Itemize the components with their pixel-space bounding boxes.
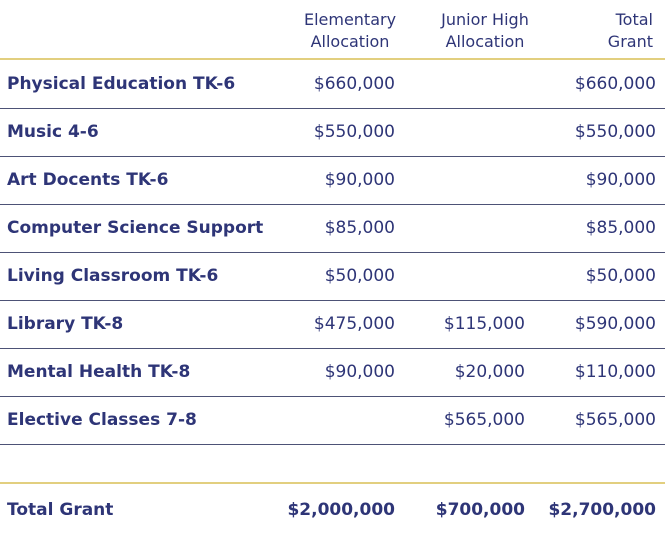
program-name: Physical Education TK-6	[7, 74, 236, 94]
total-grant: $590,000	[574, 314, 656, 334]
table-row	[0, 349, 665, 397]
header-total-line1: Total	[615, 10, 653, 29]
elementary-allocation: $475,000	[313, 314, 395, 334]
program-name: Living Classroom TK-6	[7, 266, 219, 286]
total-grant: $85,000	[585, 218, 656, 238]
elementary-allocation: $660,000	[313, 74, 395, 94]
table-header	[0, 0, 665, 60]
total-grant: $110,000	[574, 362, 656, 382]
table-row	[0, 253, 665, 301]
junior-high-allocation: $20,000	[454, 362, 525, 382]
program-name: Mental Health TK-8	[7, 362, 191, 382]
total-grant: $90,000	[585, 170, 656, 190]
elementary-allocation: $90,000	[324, 362, 395, 382]
table-row	[0, 109, 665, 157]
program-name: Library TK-8	[7, 314, 124, 334]
total-junior-high-allocation: $700,000	[435, 500, 525, 520]
totals-label: Total Grant	[7, 500, 114, 520]
header-junior-high-allocation	[430, 9, 540, 53]
table-row	[0, 157, 665, 205]
total-grant: $550,000	[574, 122, 656, 142]
total-grant: $565,000	[574, 410, 656, 430]
header-elementary-line1: Elementary	[303, 10, 397, 29]
total-elementary-allocation: $2,000,000	[287, 500, 395, 520]
table-row	[0, 397, 665, 445]
header-total-grant	[608, 9, 653, 53]
program-name: Art Docents TK-6	[7, 170, 169, 190]
elementary-allocation: $85,000	[324, 218, 395, 238]
header-junior-high-line1: Junior High	[441, 10, 529, 29]
table-row	[0, 301, 665, 349]
elementary-allocation: $90,000	[324, 170, 395, 190]
program-name: Computer Science Support	[7, 218, 264, 238]
elementary-allocation: $50,000	[324, 266, 395, 286]
table-row	[0, 61, 665, 109]
header-elementary-line2: Allocation	[310, 32, 390, 51]
total-grant: $660,000	[574, 74, 656, 94]
program-name: Elective Classes 7-8	[7, 410, 197, 430]
junior-high-allocation: $565,000	[443, 410, 525, 430]
total-grant-sum: $2,700,000	[548, 500, 656, 520]
junior-high-allocation: $115,000	[443, 314, 525, 334]
header-elementary-allocation	[296, 9, 404, 53]
total-grant: $50,000	[585, 266, 656, 286]
totals-row	[0, 486, 665, 535]
header-total-line2: Grant	[607, 32, 653, 51]
elementary-allocation: $550,000	[313, 122, 395, 142]
spacer-row	[0, 445, 665, 484]
program-name: Music 4-6	[7, 122, 99, 142]
table-row	[0, 205, 665, 253]
header-junior-high-line2: Allocation	[445, 32, 525, 51]
